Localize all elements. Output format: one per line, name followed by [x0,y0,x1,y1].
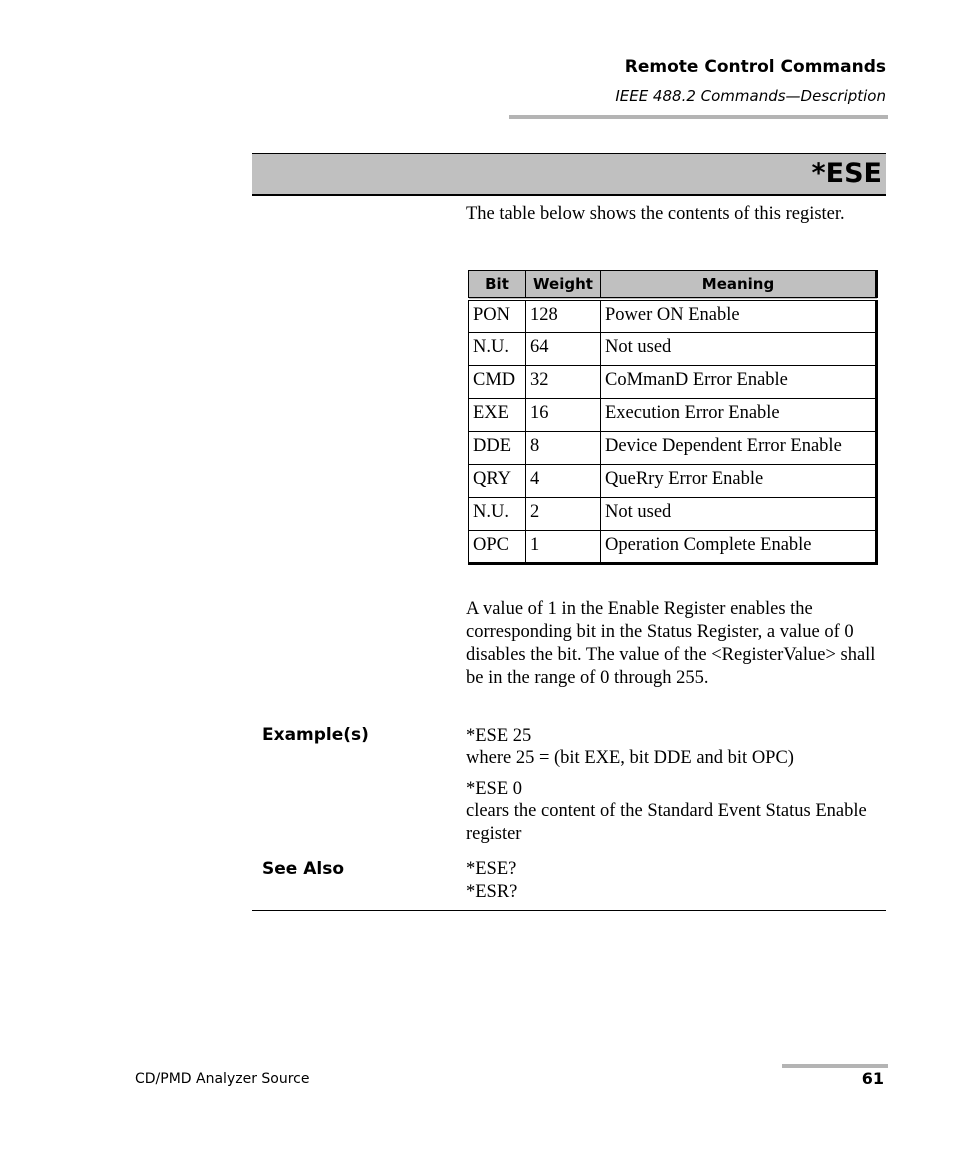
weight-cell: 8 [526,431,601,464]
footer-doc-name: CD/PMD Analyzer Source [135,1071,310,1087]
example-1-command: *ESE 25 [466,726,532,746]
weight-cell: 16 [526,398,601,431]
weight-cell: 64 [526,332,601,365]
command-title-bar [252,153,886,196]
footer-rule [782,1064,888,1068]
example-2-description: clears the content of the Standard Event Status Enable register [466,801,867,844]
intro-paragraph: The table below shows the contents of this register. [466,204,845,224]
column-header: Meaning [601,271,877,300]
table-row [469,398,877,431]
example-2-command: *ESE 0 [466,779,523,799]
weight-cell: 4 [526,464,601,497]
meaning-cell: Execution Error Enable [601,398,877,431]
bit-cell: CMD [469,365,526,398]
running-header-subtitle: IEEE 488.2 Commands—Description [615,87,886,105]
meaning-cell: QueRry Error Enable [601,464,877,497]
see-also-item: *ESE? [466,859,517,879]
bit-cell: N.U. [469,332,526,365]
register-table [468,270,878,565]
column-header: Weight [526,271,601,300]
meaning-cell: Not used [601,497,877,530]
meaning-cell: Operation Complete Enable [601,530,877,563]
table-row [469,530,877,563]
examples-label: Example(s) [262,725,369,745]
description-paragraph: A value of 1 in the Enable Register enables the corresponding bit in the Status Register, a value of 0 disables the bit. The value of the <RegisterValue> shall be in the range of 0 through 255. [466,599,876,688]
meaning-cell: Not used [601,332,877,365]
section-end-rule [252,910,886,911]
table-row [469,299,877,332]
weight-cell: 2 [526,497,601,530]
running-header-title: Remote Control Commands [624,57,886,77]
table-row [469,365,877,398]
table-row [469,332,877,365]
example-1-description: where 25 = (bit EXE, bit DDE and bit OPC) [466,748,794,768]
bit-cell: DDE [469,431,526,464]
weight-cell: 128 [526,299,601,332]
table-row [469,497,877,530]
bit-cell: QRY [469,464,526,497]
table-row [469,431,877,464]
meaning-cell: Power ON Enable [601,299,877,332]
header-rule [509,115,888,119]
meaning-cell: CoMmanD Error Enable [601,365,877,398]
bit-cell: OPC [469,530,526,563]
bit-cell: EXE [469,398,526,431]
page-number: 61 [861,1069,884,1088]
see-also-item: *ESR? [466,882,518,902]
table-header-row [469,271,877,300]
meaning-cell: Device Dependent Error Enable [601,431,877,464]
command-title: *ESE [811,158,882,189]
column-header: Bit [469,271,526,300]
see-also-label: See Also [262,859,345,879]
weight-cell: 1 [526,530,601,563]
bit-cell: N.U. [469,497,526,530]
weight-cell: 32 [526,365,601,398]
bit-cell: PON [469,299,526,332]
table-row [469,464,877,497]
